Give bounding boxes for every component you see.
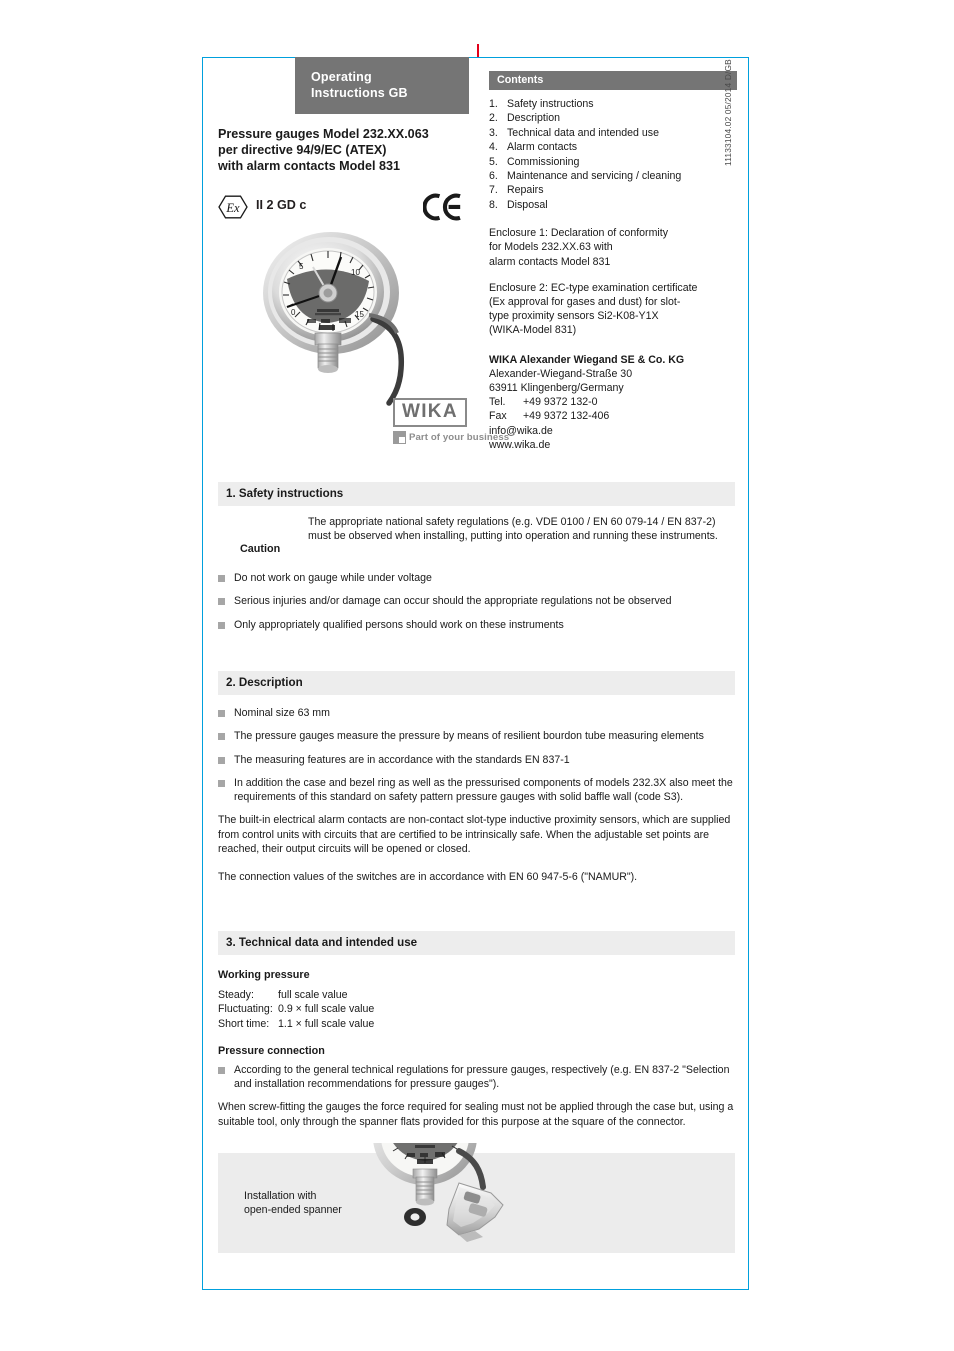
enclosure-2-line-3: type proximity sensors Si2-K08-Y1X bbox=[489, 310, 659, 323]
toc-item[interactable] bbox=[489, 169, 737, 183]
section-3-heading: 3. Technical data and intended use bbox=[218, 931, 735, 955]
company-name: WIKA Alexander Wiegand SE & Co. KG bbox=[489, 353, 685, 366]
caution-label: Caution bbox=[240, 543, 281, 555]
badge-line-1: Operating bbox=[311, 70, 372, 84]
wika-wordmark: WIKA bbox=[402, 401, 458, 422]
toc-item[interactable] bbox=[489, 155, 737, 169]
section-1-heading: 1. Safety instructions bbox=[218, 482, 735, 506]
section-2-heading: 2. Description bbox=[218, 671, 735, 695]
list-item bbox=[218, 618, 735, 632]
caution-block bbox=[218, 515, 735, 555]
list-item-text: Do not work on gauge while under voltage bbox=[234, 572, 432, 584]
list-item bbox=[218, 706, 735, 720]
document-code: 11133104.02 05/2014 D/GB bbox=[723, 59, 733, 166]
toc-item[interactable] bbox=[489, 140, 737, 154]
toc-label: Technical data and intended use bbox=[507, 126, 659, 139]
toc-number: 2. bbox=[489, 112, 498, 125]
section-safety-instructions bbox=[218, 482, 735, 641]
bullet-square-icon bbox=[218, 710, 225, 717]
toc-number: 5. bbox=[489, 155, 498, 168]
company-fax-value: +49 9372 132-406 bbox=[523, 410, 610, 423]
bullet-square-icon bbox=[218, 575, 225, 582]
company-tel-row bbox=[489, 395, 737, 409]
toc-label: Safety instructions bbox=[507, 98, 594, 110]
marking-row bbox=[218, 195, 468, 221]
toc-label: Alarm contacts bbox=[507, 141, 578, 154]
toc-number: 4. bbox=[489, 141, 498, 154]
toc-item[interactable] bbox=[489, 97, 737, 111]
list-item bbox=[218, 753, 735, 767]
enclosure-2-line-1: Enclosure 2: EC-type examination certificate bbox=[489, 281, 698, 294]
list-item bbox=[218, 1063, 735, 1092]
pressure-connection-heading: Pressure connection bbox=[218, 1044, 325, 1057]
row-key: Fluctuating: bbox=[218, 1003, 273, 1016]
contents-column bbox=[489, 71, 737, 452]
enclosure-2-line-2: (Ex approval for gases and dust) for slot- bbox=[489, 296, 681, 309]
title-line-1: Pressure gauges Model 232.XX.063 bbox=[218, 127, 429, 141]
enclosure-1-line-3: alarm contacts Model 831 bbox=[489, 255, 611, 268]
enclosure-2-line-4: (WIKA-Model 831) bbox=[489, 324, 577, 337]
row-key: Steady: bbox=[218, 989, 254, 1001]
enclosure-2 bbox=[489, 281, 737, 338]
ce-mark-icon bbox=[423, 193, 463, 221]
enclosure-1-line-1: Enclosure 1: Declaration of conformity bbox=[489, 227, 668, 240]
table-of-contents bbox=[489, 97, 737, 212]
row-key: Short time: bbox=[218, 1017, 270, 1030]
ex-hexagon-icon bbox=[218, 195, 248, 219]
svg-text:15: 15 bbox=[355, 310, 364, 319]
row-value: 1.1 × full scale value bbox=[278, 1017, 375, 1030]
toc-item[interactable] bbox=[489, 126, 737, 140]
list-item bbox=[218, 571, 735, 585]
company-street: Alexander-Wiegand-Straße 30 bbox=[489, 367, 633, 380]
company-tel-label: Tel. bbox=[489, 396, 506, 409]
toc-number: 8. bbox=[489, 198, 498, 211]
installation-photo-panel bbox=[218, 1153, 735, 1253]
list-item-text: The pressure gauges measure the pressure by means of resilient bourdon tube measuring elements bbox=[234, 730, 704, 743]
toc-item[interactable] bbox=[489, 111, 737, 125]
svg-text:0: 0 bbox=[291, 308, 296, 317]
toc-number: 1. bbox=[489, 98, 498, 110]
company-city: 63911 Klingenberg/Germany bbox=[489, 382, 624, 395]
company-tel-value: +49 9372 132-0 bbox=[523, 396, 598, 409]
toc-item[interactable] bbox=[489, 183, 737, 197]
table-row bbox=[218, 1017, 735, 1031]
contents-header: Contents bbox=[489, 71, 737, 90]
list-item-text: Serious injuries and/or damage can occur should the appropriate regulations not be observed bbox=[234, 595, 672, 608]
svg-text:10: 10 bbox=[351, 268, 360, 277]
section-description bbox=[218, 671, 735, 885]
section-2-paragraph-2: The connection values of the switches are in accordance with EN 60 947-5-6 ("NAMUR"). bbox=[218, 871, 638, 884]
company-fax-label: Fax bbox=[489, 410, 507, 423]
title-line-3: with alarm contacts Model 831 bbox=[218, 159, 400, 174]
pressure-gauge-photo bbox=[243, 223, 473, 423]
company-website[interactable]: www.wika.de bbox=[489, 438, 551, 451]
document-title bbox=[218, 126, 483, 175]
caption-line-1: Installation with bbox=[244, 1190, 317, 1202]
wika-tagline-square-icon bbox=[393, 431, 406, 444]
section-technical-data bbox=[218, 931, 735, 1129]
list-item bbox=[218, 594, 735, 608]
list-item-text: In addition the case and bezel ring as well as the pressurised components of models 232.3X also meet the requirements of this standard on safety pattern pressure gauges with solid baffle wall (code S3). bbox=[234, 776, 733, 804]
section-2-bullets bbox=[218, 706, 735, 804]
table-row bbox=[218, 988, 735, 1002]
table-row bbox=[218, 1002, 735, 1016]
company-address bbox=[489, 353, 737, 452]
installation-photo-art bbox=[363, 1143, 553, 1258]
list-item-text: Only appropriately qualified persons should work on these instruments bbox=[234, 618, 564, 631]
toc-label: Maintenance and servicing / cleaning bbox=[507, 170, 682, 183]
caution-text: The appropriate national safety regulations (e.g. VDE 0100 / EN 60 079-14 / EN 837-2) must be observed when installing, putting into operation and running these instruments. bbox=[308, 516, 718, 543]
toc-label: Disposal bbox=[507, 198, 548, 211]
page-frame bbox=[202, 57, 749, 1290]
toc-number: 7. bbox=[489, 184, 498, 197]
bullet-square-icon bbox=[218, 733, 225, 740]
list-item bbox=[218, 729, 735, 743]
enclosure-1-line-2: for Models 232.XX.63 with bbox=[489, 241, 613, 254]
bullet-square-icon bbox=[218, 598, 225, 605]
bullet-square-icon bbox=[218, 1067, 225, 1074]
section-3-paragraph-1: When screw-fitting the gauges the force required for sealing must not be applied through the case but, using a suitable tool, only through the spanner flats provided for this purpose at the square of the connector. bbox=[218, 1101, 734, 1128]
svg-text:Ex: Ex bbox=[226, 201, 240, 215]
enclosure-1 bbox=[489, 226, 737, 269]
row-value: full scale value bbox=[278, 989, 348, 1001]
company-email[interactable]: info@wika.de bbox=[489, 424, 553, 437]
working-pressure-heading: Working pressure bbox=[218, 969, 310, 981]
section-1-bullets bbox=[218, 571, 735, 632]
operating-instructions-badge bbox=[295, 57, 469, 114]
toc-number: 6. bbox=[489, 170, 498, 183]
svg-text:5: 5 bbox=[299, 262, 304, 271]
toc-label: Repairs bbox=[507, 184, 544, 197]
bullet-square-icon bbox=[218, 780, 225, 787]
list-item bbox=[218, 776, 735, 805]
badge-line-2: Instructions GB bbox=[311, 86, 408, 100]
wika-wordmark-box bbox=[393, 398, 467, 427]
working-pressure-table bbox=[218, 988, 735, 1031]
pressure-connection-bullets bbox=[218, 1063, 735, 1092]
caption-line-2: open-ended spanner bbox=[244, 1204, 342, 1217]
row-value: 0.9 × full scale value bbox=[278, 1003, 375, 1016]
toc-number: 3. bbox=[489, 126, 498, 139]
bullet-square-icon bbox=[218, 757, 225, 764]
toc-label: Commissioning bbox=[507, 155, 580, 168]
ex-marking-label: II 2 GD c bbox=[256, 198, 307, 212]
title-line-2: per directive 94/9/EC (ATEX) bbox=[218, 143, 387, 158]
wika-tagline: Part of your business bbox=[409, 432, 510, 443]
section-2-paragraph-1: The built-in electrical alarm contacts are non-contact slot-type inductive proximity sensors, which are supplied from control units with circuits that are certified to be intrinsically safe. When the adjustable set points are reached, their output circuits will be opened or closed. bbox=[218, 814, 731, 856]
toc-label: Description bbox=[507, 112, 560, 125]
list-item-text: The measuring features are in accordance with the standards EN 837-1 bbox=[234, 753, 570, 766]
company-fax-row bbox=[489, 409, 737, 423]
header-area bbox=[203, 58, 748, 478]
list-item-text: According to the general technical regulations for pressure gauges, respectively (e.g. EN 837-2 "Selection and installation recommendations for pressure gauges"). bbox=[234, 1063, 730, 1091]
bullet-square-icon bbox=[218, 622, 225, 629]
toc-item[interactable] bbox=[489, 198, 737, 212]
list-item-text: Nominal size 63 mm bbox=[234, 707, 330, 719]
